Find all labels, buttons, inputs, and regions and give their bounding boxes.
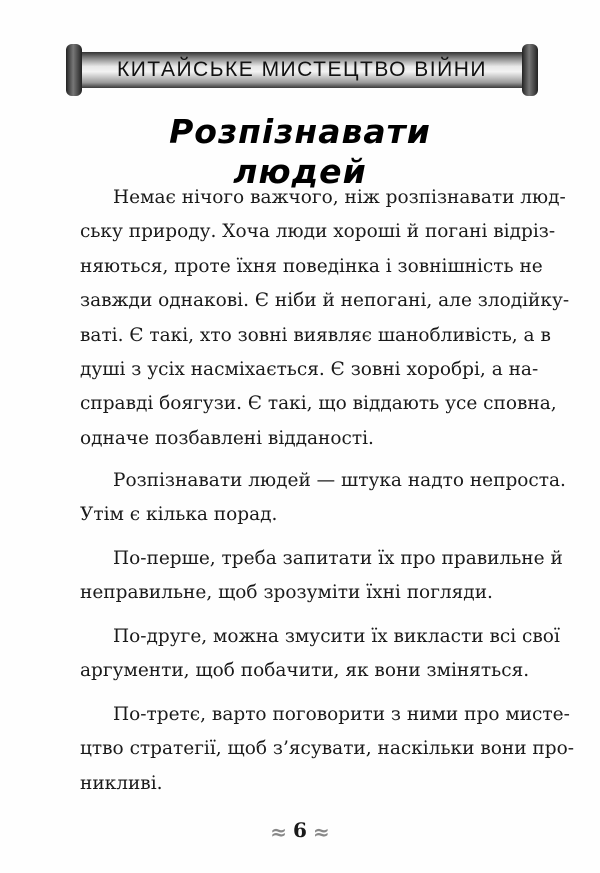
text-line: завжди однакові. Є ніби й непогані, але злодійку-: [80, 290, 570, 312]
running-title: КИТАЙСЬКЕ МИСТЕЦТВО ВІЙНИ: [116, 58, 487, 81]
text-line: Розпізнавати людей — штука надто непроста.: [113, 470, 566, 491]
text-line: ську природу. Хоча люди хороші й погані відріз-: [80, 221, 556, 243]
text-line: Немає нічого важчого, ніж розпізнавати люд-: [113, 187, 566, 208]
ornament-left-icon: ≈: [270, 819, 288, 844]
text-line: аргументи, щоб побачити, як вони зміняться.: [80, 660, 530, 682]
text-line: одначе позбавлені відданості.: [80, 427, 374, 449]
text-line: неправильне, щоб зрозуміти їхні погляди.: [80, 582, 493, 604]
chapter-title-line2: людей: [233, 152, 367, 191]
text-line: По-друге, можна змусити їх викласти всі свої: [113, 626, 560, 647]
ornament-right-icon: ≈: [312, 819, 330, 844]
chapter-title-line1: Розпізнавати: [169, 112, 431, 151]
text-line: Утім є кілька порад.: [80, 504, 278, 526]
text-line: никливі.: [80, 772, 163, 794]
text-line: цтво стратегії, щоб з’ясувати, наскільки вони про-: [80, 738, 574, 760]
text-line: справді боягузи. Є такі, що віддають усе сповна,: [80, 393, 557, 415]
text-line: няються, проте їхня поведінка і зовнішність не: [80, 255, 543, 277]
page-number: 6: [293, 818, 307, 842]
page-footer: [0, 818, 600, 844]
text-line: душі з усіх насміхається. Є зовні хоробрі, а на-: [80, 359, 539, 380]
text-line: ваті. Є такі, хто зовні виявляє шанобливість, а в: [80, 324, 551, 346]
text-line: По-третє, варто поговорити з ними про мисте-: [113, 704, 570, 725]
text-line: По-перше, треба запитати їх про правильне й: [113, 548, 563, 569]
scroll-banner: [62, 42, 542, 98]
